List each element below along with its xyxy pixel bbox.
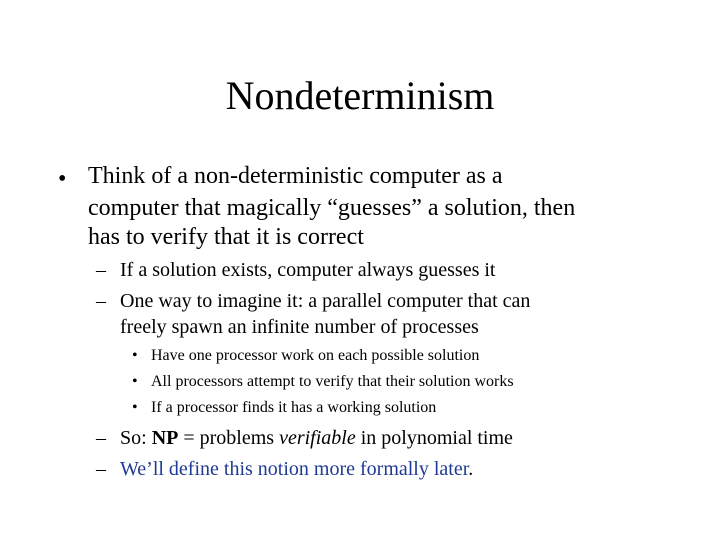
dash-marker: – — [96, 458, 106, 480]
bullet-marker: • — [132, 347, 138, 364]
dash-marker: – — [96, 290, 106, 312]
np-mid: = problems — [178, 427, 280, 449]
bullet-1-line-2: computer that magically “guesses” a solution, then — [88, 195, 576, 221]
formal-later-text: We’ll define this notion more formally later — [120, 458, 469, 480]
bullet-marker: • — [58, 166, 67, 192]
sub-bullet-3-text — [120, 424, 680, 453]
np-term: NP — [151, 427, 179, 449]
dash-marker: – — [96, 259, 106, 281]
bullet-marker: • — [132, 373, 138, 390]
verifiable-term: verifiable — [279, 427, 356, 449]
np-prefix: So: — [120, 427, 152, 449]
sub-sub-bullet-3-text: If a processor finds it has a working solution — [151, 399, 437, 416]
sub-bullet-2-line-1: One way to imagine it: a parallel computer that can — [120, 290, 531, 312]
slide-title: Nondeterminism — [225, 73, 495, 118]
sub-sub-bullet-2-text: All processors attempt to verify that their solution works — [151, 373, 514, 390]
bullet-marker: • — [132, 399, 138, 416]
sub-sub-bullet-1-text: Have one processor work on each possible solution — [151, 347, 480, 364]
bullet-1-line-1: Think of a non-deterministic computer as a — [88, 163, 503, 189]
dash-marker: – — [96, 427, 106, 449]
np-suffix: in polynomial time — [355, 427, 513, 449]
sub-bullet-1-text: If a solution exists, computer always guesses it — [120, 259, 496, 281]
bullet-1-line-3: has to verify that it is correct — [88, 224, 364, 250]
sub-bullet-2-line-2: freely spawn an infinite number of processes — [120, 316, 479, 338]
period: . — [468, 458, 474, 480]
sub-bullet-4-text — [120, 455, 680, 484]
